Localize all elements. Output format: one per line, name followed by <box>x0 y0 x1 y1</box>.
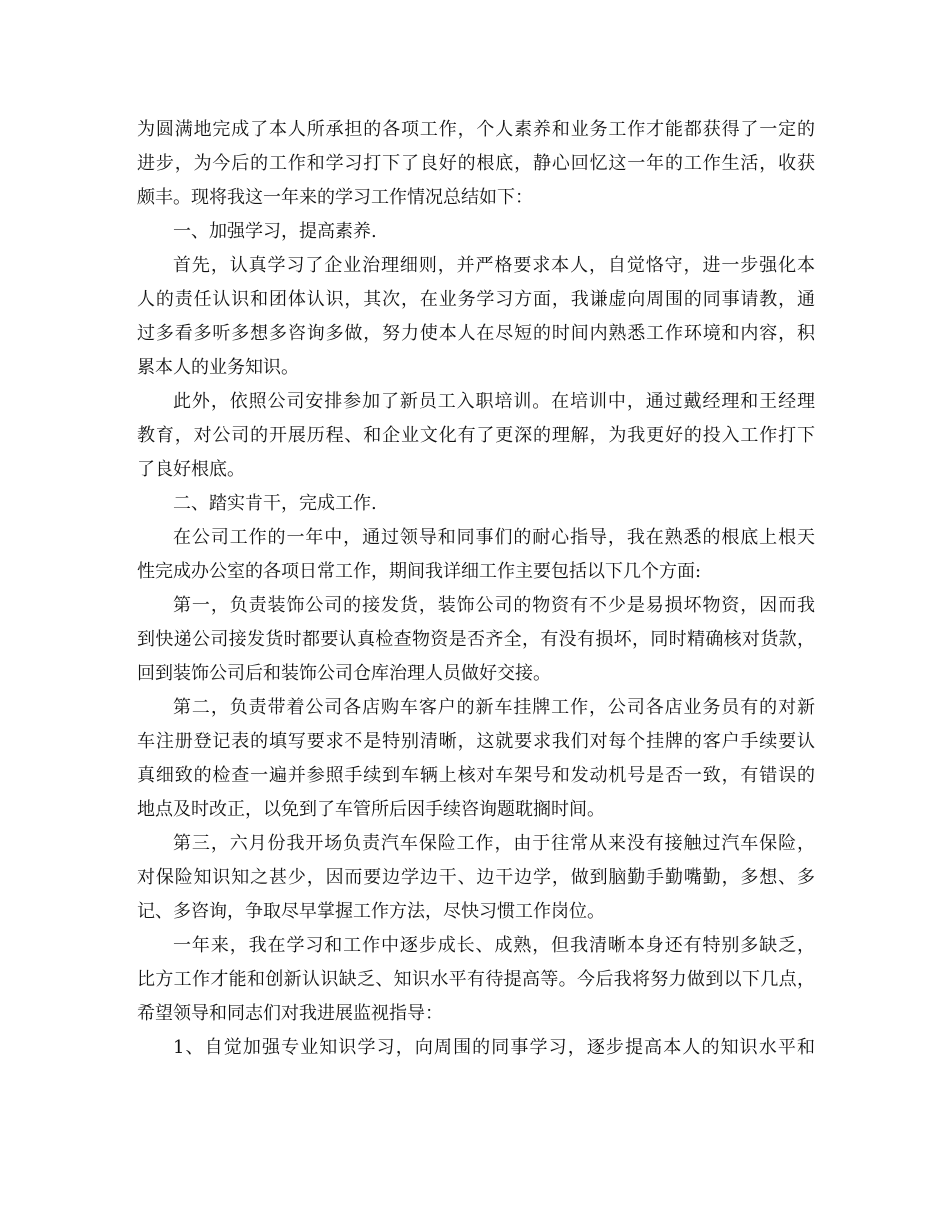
text-line: 人的责任认识和团体认识，其次，在业务学习方面，我谦虚向周围的同事请教，通 <box>137 289 815 310</box>
text-line: 第一，负责装饰公司的接发货，装饰公司的物资有不少是易损坏物资，因而我 <box>173 595 815 616</box>
text-line: 教育，对公司的开展历程、和企业文化有了更深的理解，为我更好的投入工作打下 <box>137 425 815 446</box>
text-line: 过多看多听多想多咨询多做，努力使本人在尽短的时间内熟悉工作环境和内容，积 <box>137 323 815 344</box>
text-line: 第二，负责带着公司各店购车客户的新车挂牌工作，公司各店业务员有的对新 <box>173 697 815 718</box>
text-line: 首先，认真学习了企业治理细则，并严格要求本人，自觉恪守，进一步强化本 <box>173 255 815 276</box>
text-line: 颇丰。现将我这一年来的学习工作情况总结如下： <box>137 187 533 208</box>
text-line: 地点及时改正，以免到了车管所后因手续咨询题耽搁时间。 <box>137 799 605 820</box>
text-line: 累本人的业务知识。 <box>137 357 299 378</box>
document-body <box>137 113 815 1065</box>
text-line: 二、踏实肯干，完成工作. <box>173 493 377 514</box>
text-line: 性完成办公室的各项日常工作，期间我详细工作主要包括以下几个方面: <box>137 561 702 582</box>
text-line: 为圆满地完成了本人所承担的各项工作，个人素养和业务工作才能都获得了一定的 <box>137 119 815 140</box>
text-line: 一年来，我在学习和工作中逐步成长、成熟，但我清晰本身还有特别多缺乏， <box>173 935 815 956</box>
text-line: 第三，六月份我开场负责汽车保险工作，由于往常从来没有接触过汽车保险， <box>173 833 815 854</box>
text-line: 记、多咨询，争取尽早掌握工作方法，尽快习惯工作岗位。 <box>137 901 605 922</box>
text-line: 对保险知识知之甚少，因而要边学边干、边干边学，做到脑勤手勤嘴勤，多想、多 <box>137 867 815 888</box>
text-line: 回到装饰公司后和装饰公司仓库治理人员做好交接。 <box>137 663 551 684</box>
text-line: 真细致的检查一遍并参照手续到车辆上核对车架号和发动机号是否一致，有错误的 <box>137 765 815 786</box>
text-line: 在公司工作的一年中，通过领导和同事们的耐心指导，我在熟悉的根底上根天 <box>173 527 815 548</box>
text-line: 此外，依照公司安排参加了新员工入职培训。在培训中，通过戴经理和王经理 <box>173 391 815 412</box>
text-line: 1、自觉加强专业知识学习，向周围的同事学习，逐步提高本人的知识水平和 <box>173 1037 815 1058</box>
text-line: 进步，为今后的工作和学习打下了良好的根底，静心回忆这一年的工作生活，收获 <box>137 153 815 174</box>
text-line: 到快递公司接发货时都要认真检查物资是否齐全，有没有损坏，同时精确核对货款， <box>137 629 815 650</box>
text-line: 希望领导和同志们对我进展监视指导： <box>137 1003 443 1024</box>
text-line: 了良好根底。 <box>137 459 245 480</box>
text-line: 车注册登记表的填写要求不是特别清晰，这就要求我们对每个挂牌的客户手续要认 <box>137 731 815 752</box>
text-line: 比方工作才能和创新认识缺乏、知识水平有待提高等。今后我将努力做到以下几点， <box>137 969 815 990</box>
text-line: 一、加强学习，提高素养. <box>173 221 377 242</box>
